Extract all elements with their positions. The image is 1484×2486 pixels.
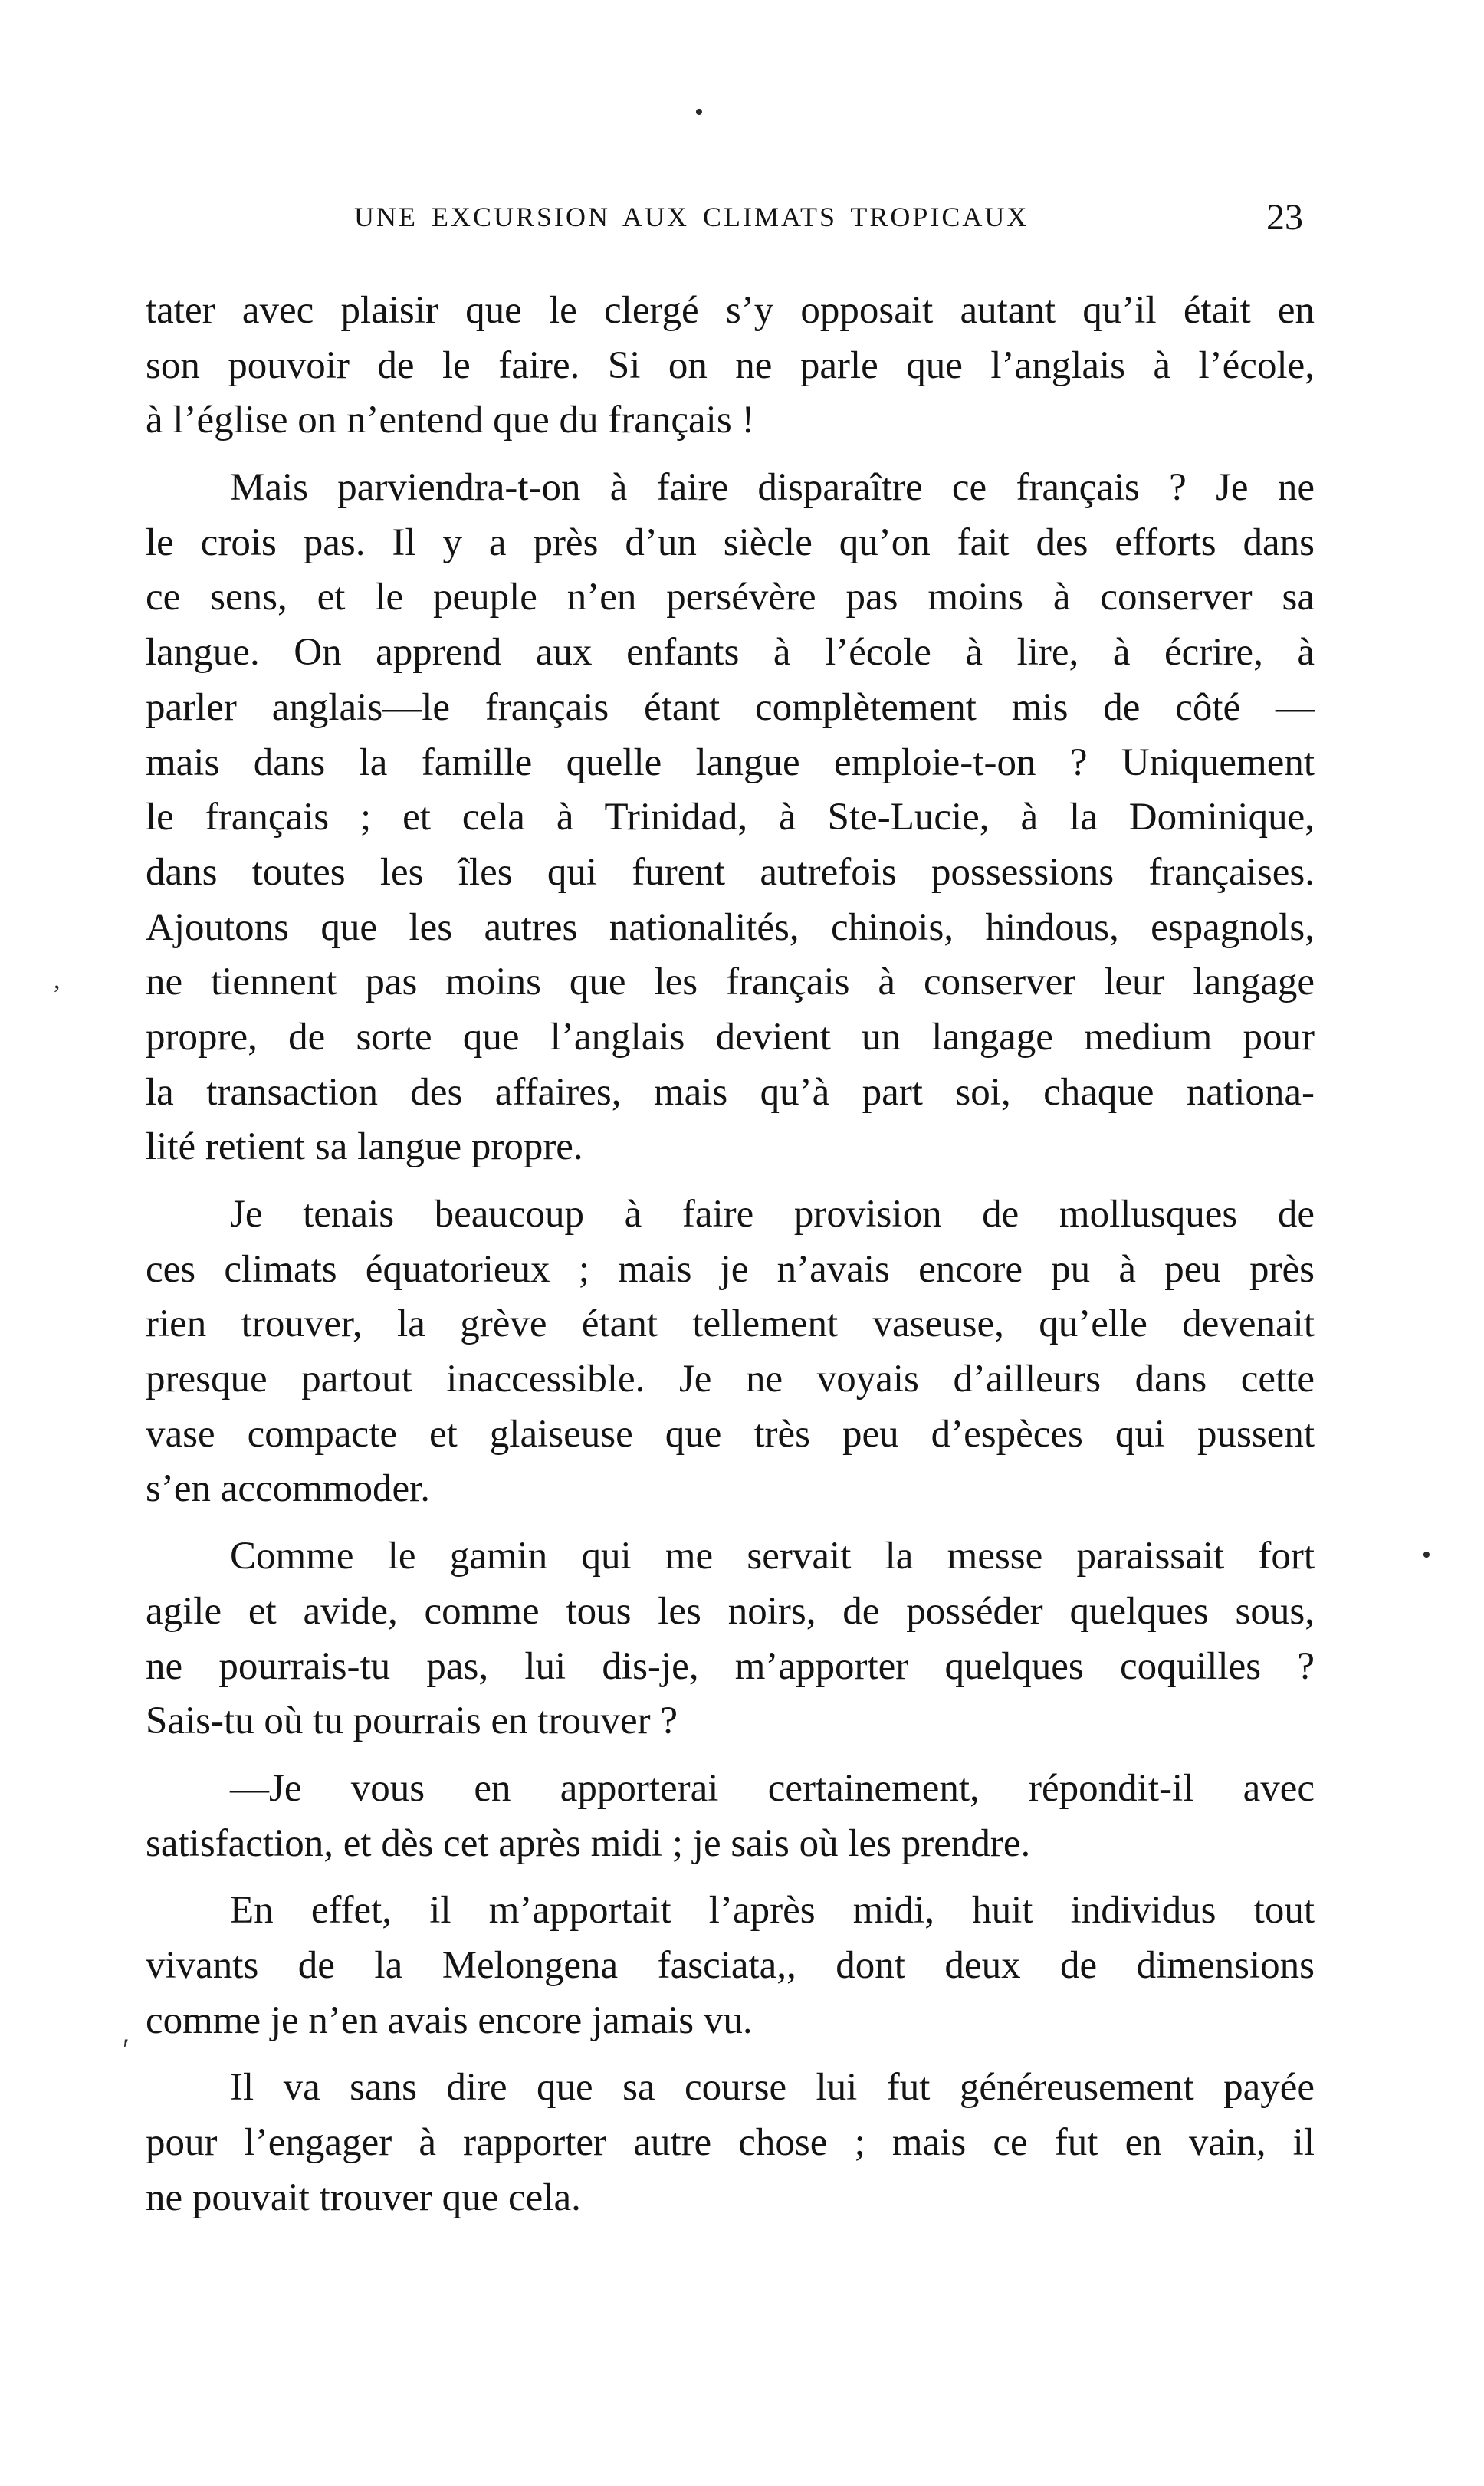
text-line: le crois pas. Il y a près d’un siècle qu’on fait des efforts dans (146, 521, 1315, 564)
text-line: tater avec plaisir que le clergé s’y opposait autant qu’il était en (146, 289, 1315, 332)
text-line: rien trouver, la grève étant tellement vaseuse, qu’elle devenait (146, 1302, 1315, 1346)
page-number: 23 (1266, 197, 1303, 238)
text-line: propre, de sorte que l’anglais devient un langage medium pour (146, 1015, 1315, 1059)
text-line: Il va sans dire que sa course lui fut généreusement payée (230, 2066, 1315, 2110)
text-line: Mais parviendra-t-on à faire disparaître ce français ? Je ne (230, 466, 1315, 510)
text-line: vase compacte et glaiseuse que très peu d’espèces qui pussent (146, 1412, 1315, 1456)
text-line: Je tenais beaucoup à faire provision de mollusques de (230, 1193, 1315, 1236)
page-header (153, 197, 1303, 247)
paragraph (146, 284, 1315, 448)
paragraph (146, 1762, 1315, 1871)
top-ink-mark: • (694, 98, 704, 126)
text-line: presque partout inaccessible. Je ne voyais d’ailleurs dans cette (146, 1358, 1315, 1401)
text-line: le français ; et cela à Trinidad, à Ste-Lucie, à la Dominique, (146, 796, 1315, 839)
paragraph (146, 1529, 1315, 1749)
text-line: s’en accommoder. (146, 1467, 431, 1511)
text-line: dans toutes les îles qui furent autrefois possessions françaises. (146, 850, 1315, 894)
text-line: Sais-tu où tu pourrais en trouver ? (146, 1699, 678, 1743)
text-line: ces climats équatorieux ; mais je n’avais encore pu à peu près (146, 1247, 1315, 1291)
text-line: ce sens, et le peuple n’en persévère pas moins à conserver sa (146, 576, 1315, 619)
paragraph (146, 2061, 1315, 2225)
paragraph (146, 461, 1315, 1175)
text-line: vivants de la Melongena fasciata,, dont deux de dimensions (146, 1943, 1315, 1987)
text-line: langue. On apprend aux enfants à l’école à lire, à écrire, à (146, 631, 1315, 675)
text-line: ne pourrais-tu pas, lui dis-je, m’apporter quelques coquilles ? (146, 1644, 1315, 1688)
text-line: agile et avide, comme tous les noirs, de posséder quelques sous, (146, 1589, 1315, 1633)
text-line: —Je vous en apporterai certainement, répondit-il avec (230, 1766, 1315, 1810)
text-line: En effet, il m’apportait l’après midi, huit individus tout (230, 1889, 1315, 1933)
left-margin-mark-lower: ′ (123, 2032, 130, 2067)
text-line: ne tiennent pas moins que les français à conserver leur langage (146, 961, 1315, 1004)
text-line: pour l’engager à rapporter autre chose ; mais ce fut en vain, il (146, 2121, 1315, 2164)
text-line: comme je n’en avais encore jamais vu. (146, 1998, 753, 2042)
text-line: à l’église on n’entend que du français ! (146, 399, 755, 442)
text-line: mais dans la famille quelle langue emploie-t-on ? Uniquement (146, 741, 1315, 784)
paragraph (146, 1883, 1315, 2048)
text-line: la transaction des affaires, mais qu’à part soi, chaque nationa- (146, 1070, 1315, 1114)
text-line: ne pouvait trouver que cela. (146, 2176, 581, 2219)
text-line: parler anglais—le français étant complètement mis de côté — (146, 685, 1315, 729)
paragraph (146, 1187, 1315, 1517)
text-line: satisfaction, et dès cet après midi ; je sais où les prendre. (146, 1821, 1031, 1865)
text-line: Comme le gamin qui me servait la messe paraissait fort (230, 1535, 1315, 1578)
text-line: Ajoutons que les autres nationalités, chinois, hindous, espagnols, (146, 905, 1315, 949)
running-title: UNE EXCURSION AUX CLIMATS TROPICAUX (354, 202, 1029, 232)
text-line: son pouvoir de le faire. Si on ne parle que l’anglais à l’école, (146, 343, 1315, 387)
right-margin-mark: • (1422, 1541, 1431, 1569)
left-margin-mark: , (54, 966, 61, 994)
body-text (146, 284, 1315, 2238)
text-line: lité retient sa langue propre. (146, 1125, 583, 1169)
